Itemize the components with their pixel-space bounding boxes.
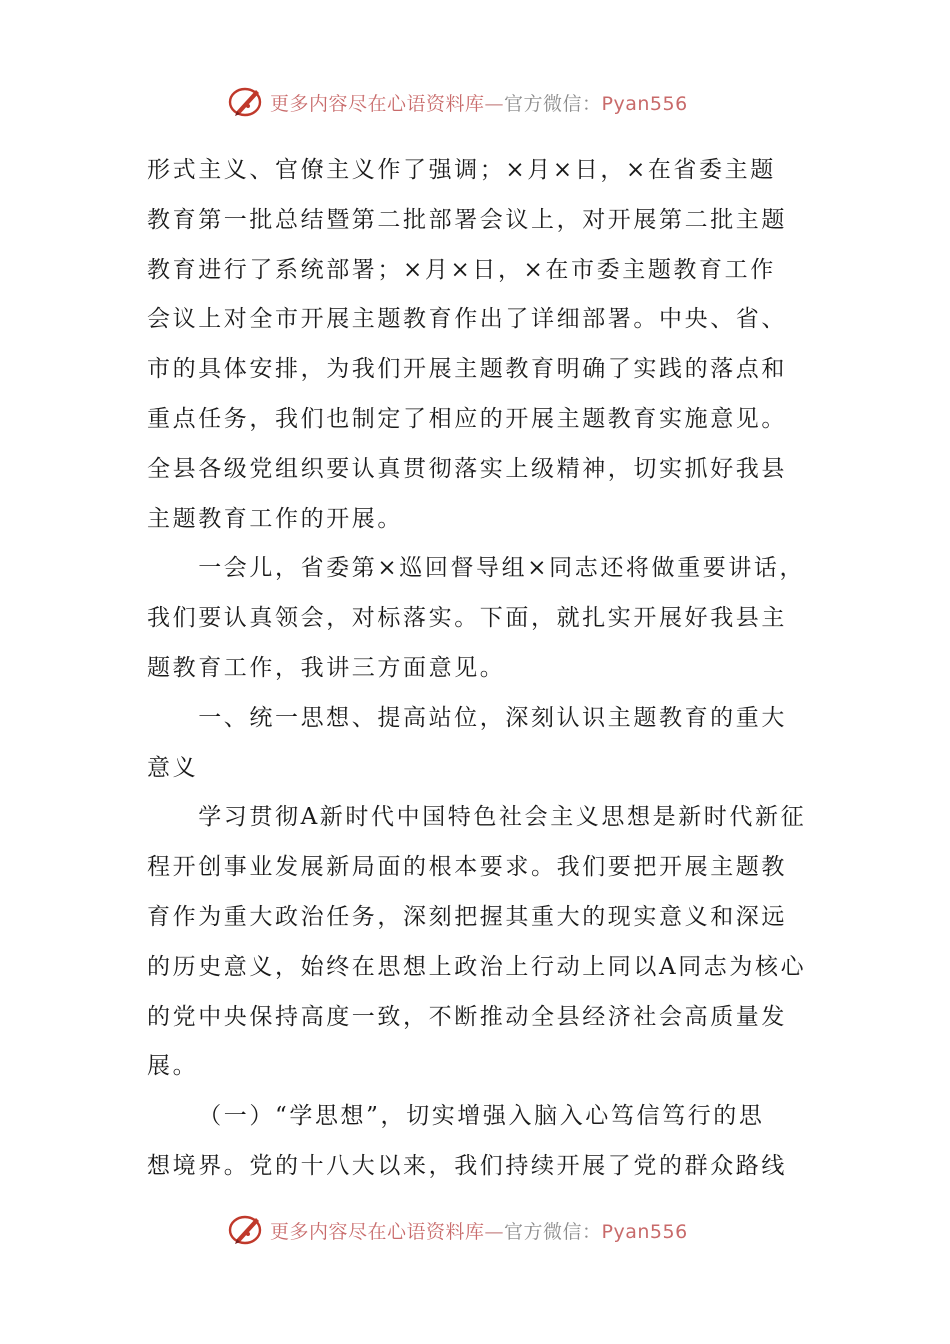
text-line: 形式主义、官僚主义作了强调；×月×日，×在省委主题: [147, 157, 776, 183]
watermark-dash: —: [484, 1220, 505, 1243]
text-line: 一、统一思想、提高站位，深刻认识主题教育的重大: [198, 704, 787, 731]
document-body: [147, 146, 817, 1192]
watermark-contact-label: 官方微信：: [504, 92, 602, 115]
text-line: 题教育工作，我讲三方面意见。: [147, 654, 506, 681]
text-line: （一）“学思想”，切实增强入脑入心笃信笃行的思: [198, 1103, 765, 1130]
watermark-main: 更多内容尽在心语资料库: [270, 92, 485, 115]
text-line: 育作为重大政治任务，深刻把握其重大的现实意义和深远: [147, 903, 787, 930]
watermark-dash: —: [484, 92, 505, 115]
text-line: 重点任务，我们也制定了相应的开展主题教育实施意见。: [147, 405, 787, 432]
text-line: 市的具体安排，为我们开展主题教育明确了实践的落点和: [147, 356, 787, 383]
pen-logo-icon: [226, 1210, 266, 1250]
text-line: 全县各级党组织要认真贯彻落实上级精神，切实抓好我县: [147, 455, 787, 482]
text-line: 展。: [147, 1053, 199, 1080]
text-line: 的党中央保持高度一致，不断推动全县经济社会高质量发: [147, 1003, 787, 1030]
text-line: 一会儿，省委第×巡回督导组×同志还将做重要讲话，: [198, 555, 806, 582]
text-line: 我们要认真领会，对标落实。下面，就扎实开展好我县主: [147, 605, 787, 632]
footer-watermark: [226, 1210, 746, 1250]
watermark-contact-label: 官方微信：: [504, 1220, 602, 1243]
watermark-text: [270, 89, 688, 116]
text-line: 想境界。党的十八大以来，我们持续开展了党的群众路线: [147, 1152, 787, 1179]
text-line: 会议上对全市开展主题教育作出了详细部署。中央、省、: [147, 306, 787, 333]
text-line: 的历史意义，始终在思想上政治上行动上同以A同志为核心: [147, 953, 807, 980]
text-line: 程开创事业发展新局面的根本要求。我们要把开展主题教: [147, 854, 787, 881]
text-line: 意义: [147, 754, 199, 781]
header-watermark: [226, 82, 746, 122]
pen-logo-icon: [226, 82, 266, 122]
text-line: 教育进行了系统部署；×月×日，×在市委主题教育工作: [147, 256, 776, 283]
text-line: 主题教育工作的开展。: [147, 505, 403, 532]
text-line: 教育第一批总结暨第二批部署会议上，对开展第二批主题: [147, 206, 787, 233]
watermark-contact-id: Pyan556: [601, 1220, 688, 1243]
watermark-contact-id: Pyan556: [601, 92, 688, 115]
watermark-text: [270, 1217, 688, 1244]
watermark-main: 更多内容尽在心语资料库: [270, 1220, 485, 1243]
text-line: 学习贯彻A新时代中国特色社会主义思想是新时代新征: [198, 804, 807, 831]
